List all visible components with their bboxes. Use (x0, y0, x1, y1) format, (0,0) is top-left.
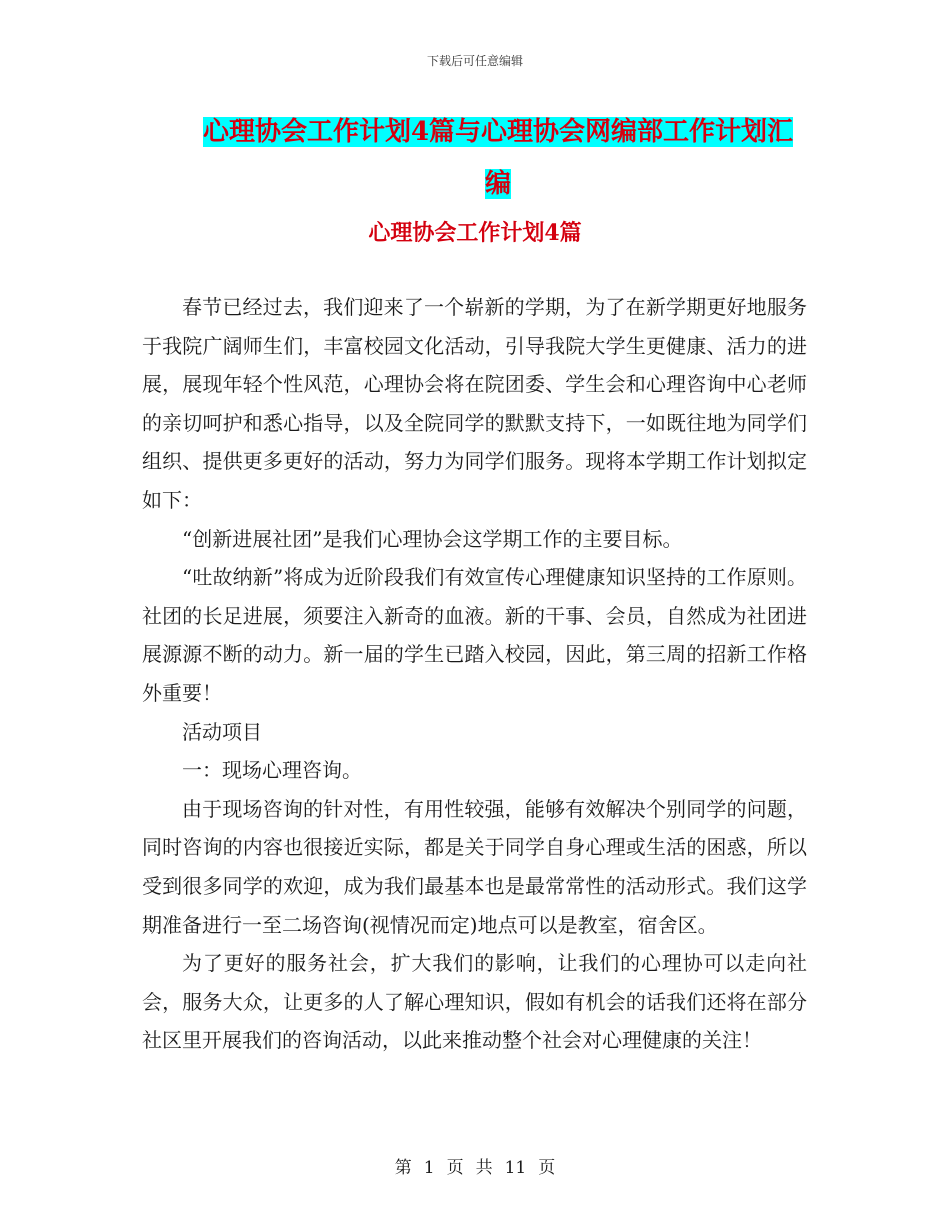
page-footer (0, 1153, 950, 1178)
footer-page-number: 1 (423, 1158, 435, 1178)
footer-suffix: 页 (538, 1158, 556, 1178)
footer-total-word: 共 (475, 1158, 493, 1178)
document-title (193, 106, 803, 210)
paragraph: “吐故纳新”将成为近阶段我们有效宣传心理健康知识坚持的工作原则。社团的长足进展，须要注入新奇的血液。新的干事、会员，自然成为社团进展源源不断的动力。新一届的学生已踏入校园，因此，第三周的招新工作格外重要！ (142, 565, 807, 705)
paragraph: 为了更好的服务社会，扩大我们的影响，让我们的心理协可以走向社会，服务大众，让更多的人了解心理知识，假如有机会的话我们还将在部分社区里开展我们的咨询活动，以此来推动整个社会对心理健康的关注！ (142, 951, 807, 1053)
header-note: 下载后可任意编辑 (426, 54, 523, 68)
paragraph: 由于现场咨询的针对性，有用性较强，能够有效解决个别同学的问题，同时咨询的内容也很接近实际，都是关于同学自身心理或生活的困惑，所以受到很多同学的欢迎，成为我们最基本也是最常常性的活动形式。我们这学期准备进行一至二场咨询(视情况而定)地点可以是教室，宿舍区。 (142, 796, 807, 937)
footer-total-pages: 11 (504, 1158, 527, 1178)
footer-prefix: 第 (394, 1158, 412, 1178)
paragraph: 活动项目 (182, 719, 262, 744)
document-body (142, 288, 807, 1060)
paragraph: 春节已经过去，我们迎来了一个崭新的学期，为了在新学期更好地服务于我院广阔师生们，丰富校园文化活动，引导我院大学生更健康、活力的进展，展现年轻个性风范，心理协会将在院团委、学生会和心理咨询中心老师的亲切呵护和悉心指导，以及全院同学的默默支持下，一如既往地为同学们组织、提供更多更好的活动，努力为同学们服务。现将本学期工作计划拟定如下： (142, 295, 807, 512)
paragraph: “创新进展社团”是我们心理协会这学期工作的主要目标。 (182, 526, 683, 551)
document-title-text: 心理协会工作计划4篇与心理协会网编部工作计划汇编 (202, 117, 794, 199)
footer-page-word: 页 (446, 1158, 464, 1178)
section-title: 心理协会工作计划4篇 (368, 220, 582, 246)
paragraph: 一：现场心理咨询。 (182, 758, 362, 783)
